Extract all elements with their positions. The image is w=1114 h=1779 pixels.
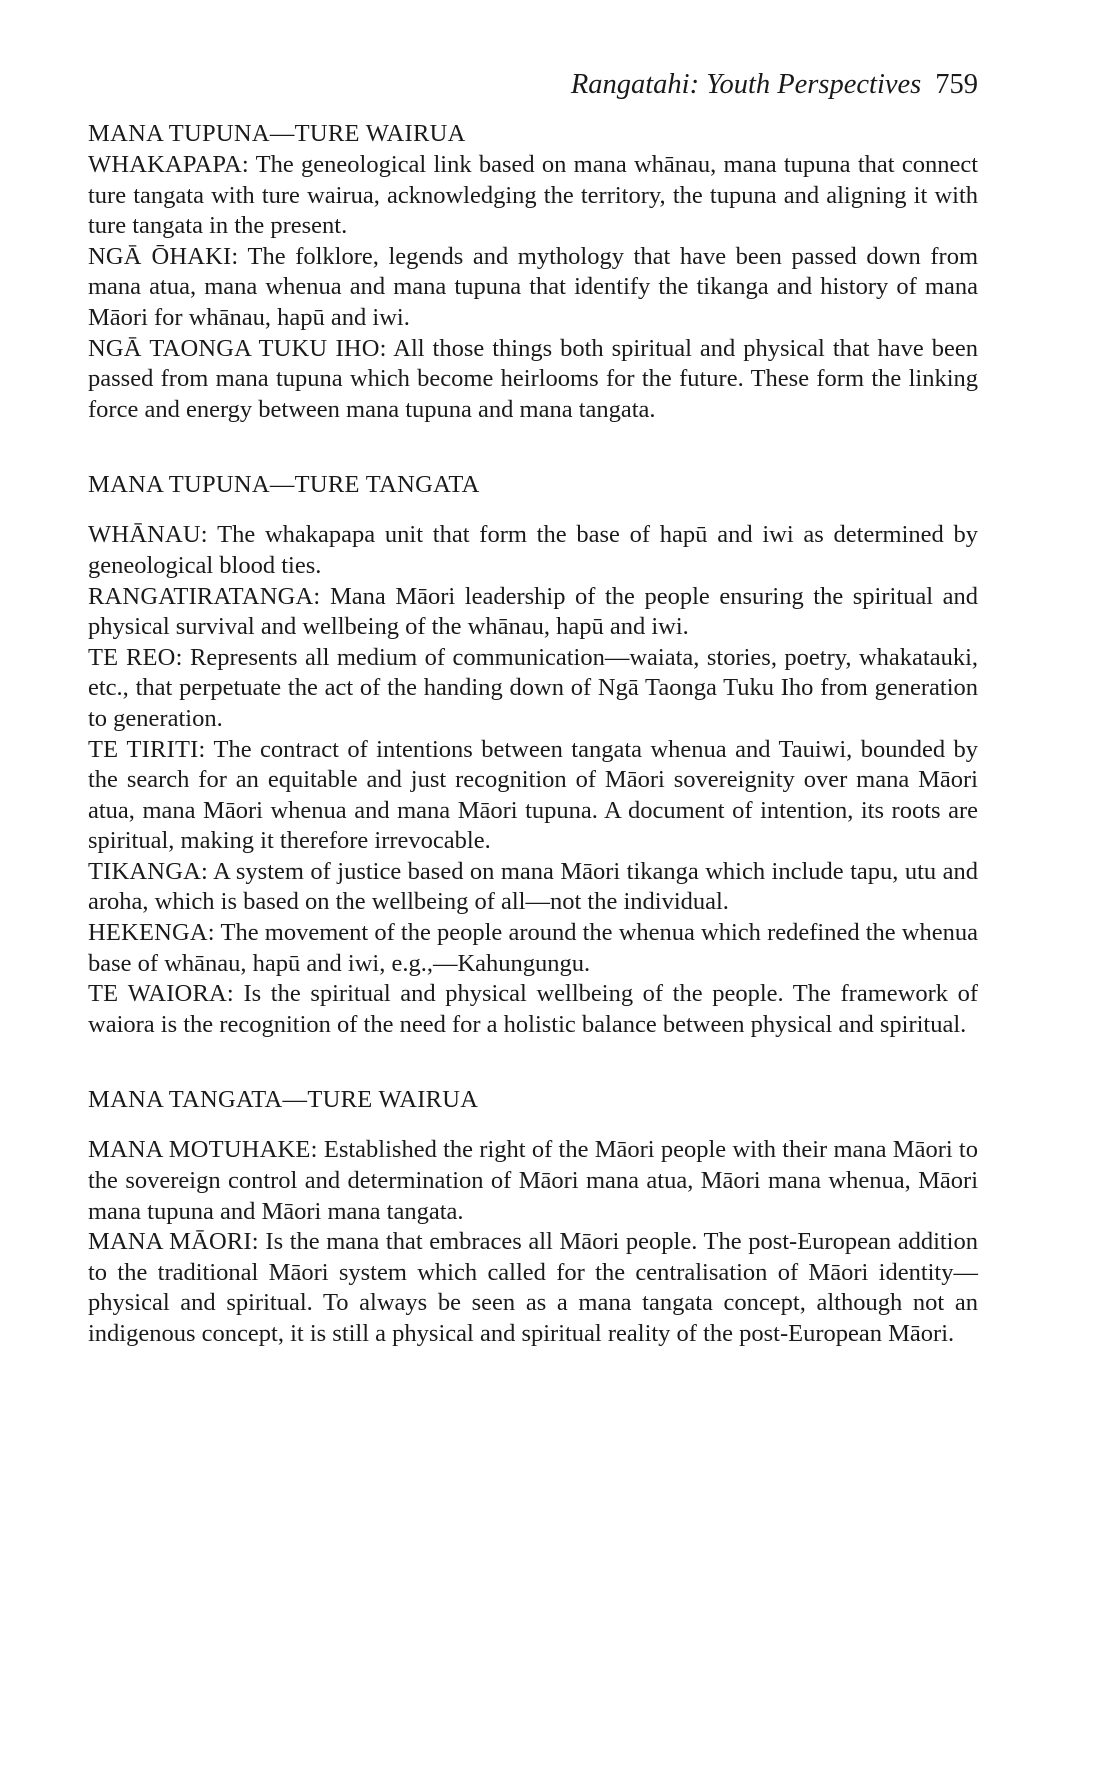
entry-text: Represents all medium of communication—waiata, stories, poetry, whakatauki, etc., that perpetuate the act of the handing down of Ngā Taonga Tuku Iho from generation to generation.: [88, 643, 978, 732]
page: [88, 68, 978, 1350]
section-heading-mana-tupuna-ture-wairua: MANA TUPUNA—TURE WAIRUA: [88, 120, 466, 147]
entry-te-tiriti: [88, 735, 978, 857]
entry-term: RANGATIRATANGA:: [88, 582, 321, 610]
entry-te-waiora: [88, 979, 978, 1040]
entry-nga-ohaki: [88, 242, 978, 334]
entry-whanau: [88, 520, 978, 581]
entry-text: The folklore, legends and mythology that have been passed down from mana atua, mana whenua and mana tupuna that identify the tikanga and history of mana Māori for whānau, hapū and iwi.: [88, 242, 978, 331]
entry-text: Is the mana that embraces all Māori people. The post-European addition to the traditional Māori system which called for the centralisation of Māori identity—physical and spiritual. To always be seen as a mana tangata concept, although not an indigenous concept, it is still a physical and spiritual reality of the post-European Māori.: [88, 1228, 978, 1347]
running-head: [88, 68, 978, 102]
entry-text: The movement of the people around the whenua which redefined the whenua base of whānau, hapū and iwi, e.g.,—Kahungungu.: [88, 919, 978, 977]
entry-hekenga: [88, 918, 978, 979]
entry-term: TE TIRITI:: [88, 735, 206, 763]
entry-term: MANA MĀORI:: [88, 1228, 259, 1256]
entry-text: Established the right of the Māori people with their mana Māori to the sovereign control and determination of Māori mana atua, Māori mana whenua, Māori mana tupuna and Māori mana tangata.: [88, 1136, 978, 1225]
running-title: Rangatahi: Youth Perspectives: [570, 69, 922, 100]
entry-term: TE REO:: [88, 643, 183, 671]
entry-term: TE WAIORA:: [88, 980, 234, 1008]
entry-term: HEKENGA:: [88, 919, 215, 947]
entry-text: All those things both spiritual and physical that have been passed from mana tupuna which become heirlooms for the future. These form the linking force and energy between mana tupuna and mana tangata.: [88, 334, 978, 423]
entry-text: The whakapapa unit that form the base of hapū and iwi as determined by geneological blood ties.: [88, 521, 979, 579]
entry-term: NGĀ ŌHAKI:: [88, 242, 239, 270]
entry-text: Mana Māori leadership of the people ensuring the spiritual and physical survival and wellbeing of the whānau, hapū and iwi.: [88, 582, 978, 641]
entry-tikanga: [88, 857, 978, 918]
entry-te-reo: [88, 643, 978, 735]
entry-rangatiratanga: [88, 582, 978, 643]
entry-term: NGĀ TAONGA TUKU IHO:: [88, 334, 387, 362]
entry-mana-maori: [88, 1227, 978, 1349]
entry-nga-taonga-tuku-iho: [88, 334, 978, 426]
entry-term: TIKANGA:: [88, 857, 208, 885]
entry-mana-motuhake: [88, 1135, 978, 1227]
entry-term: WHAKAPAPA:: [88, 151, 249, 178]
entry-term: MANA MOTUHAKE:: [88, 1136, 318, 1164]
section-heading-mana-tupuna-ture-tangata: MANA TUPUNA—TURE TANGATA: [88, 471, 480, 499]
section-heading-mana-tangata-ture-wairua: MANA TANGATA—TURE WAIRUA: [88, 1086, 479, 1114]
entry-text: Is the spiritual and physical wellbeing of the people. The framework of waiora is the recognition of the need for a holistic balance between physical and spiritual.: [88, 980, 978, 1038]
page-number: 759: [935, 69, 978, 100]
entry-term: WHĀNAU:: [88, 521, 208, 549]
entry-text: The contract of intentions between tangata whenua and Tauiwi, bounded by the search for an equitable and just recognition of Māori sovereignity over mana Māori atua, mana Māori whenua and mana Māori tupuna. A document of intention, its roots are spiritual, making it therefore irrevocable.: [88, 735, 979, 855]
entry-text: A system of justice based on mana Māori tikanga which include tapu, utu and aroha, which is based on the wellbeing of all—not the individual.: [88, 857, 979, 916]
entry-whakapapa: [88, 150, 978, 242]
entry-text: The geneological link based on mana whānau, mana tupuna that connect ture tangata with ture wairua, acknowledging the territory, the tupuna and aligning it with ture tangata in the present.: [88, 151, 978, 240]
